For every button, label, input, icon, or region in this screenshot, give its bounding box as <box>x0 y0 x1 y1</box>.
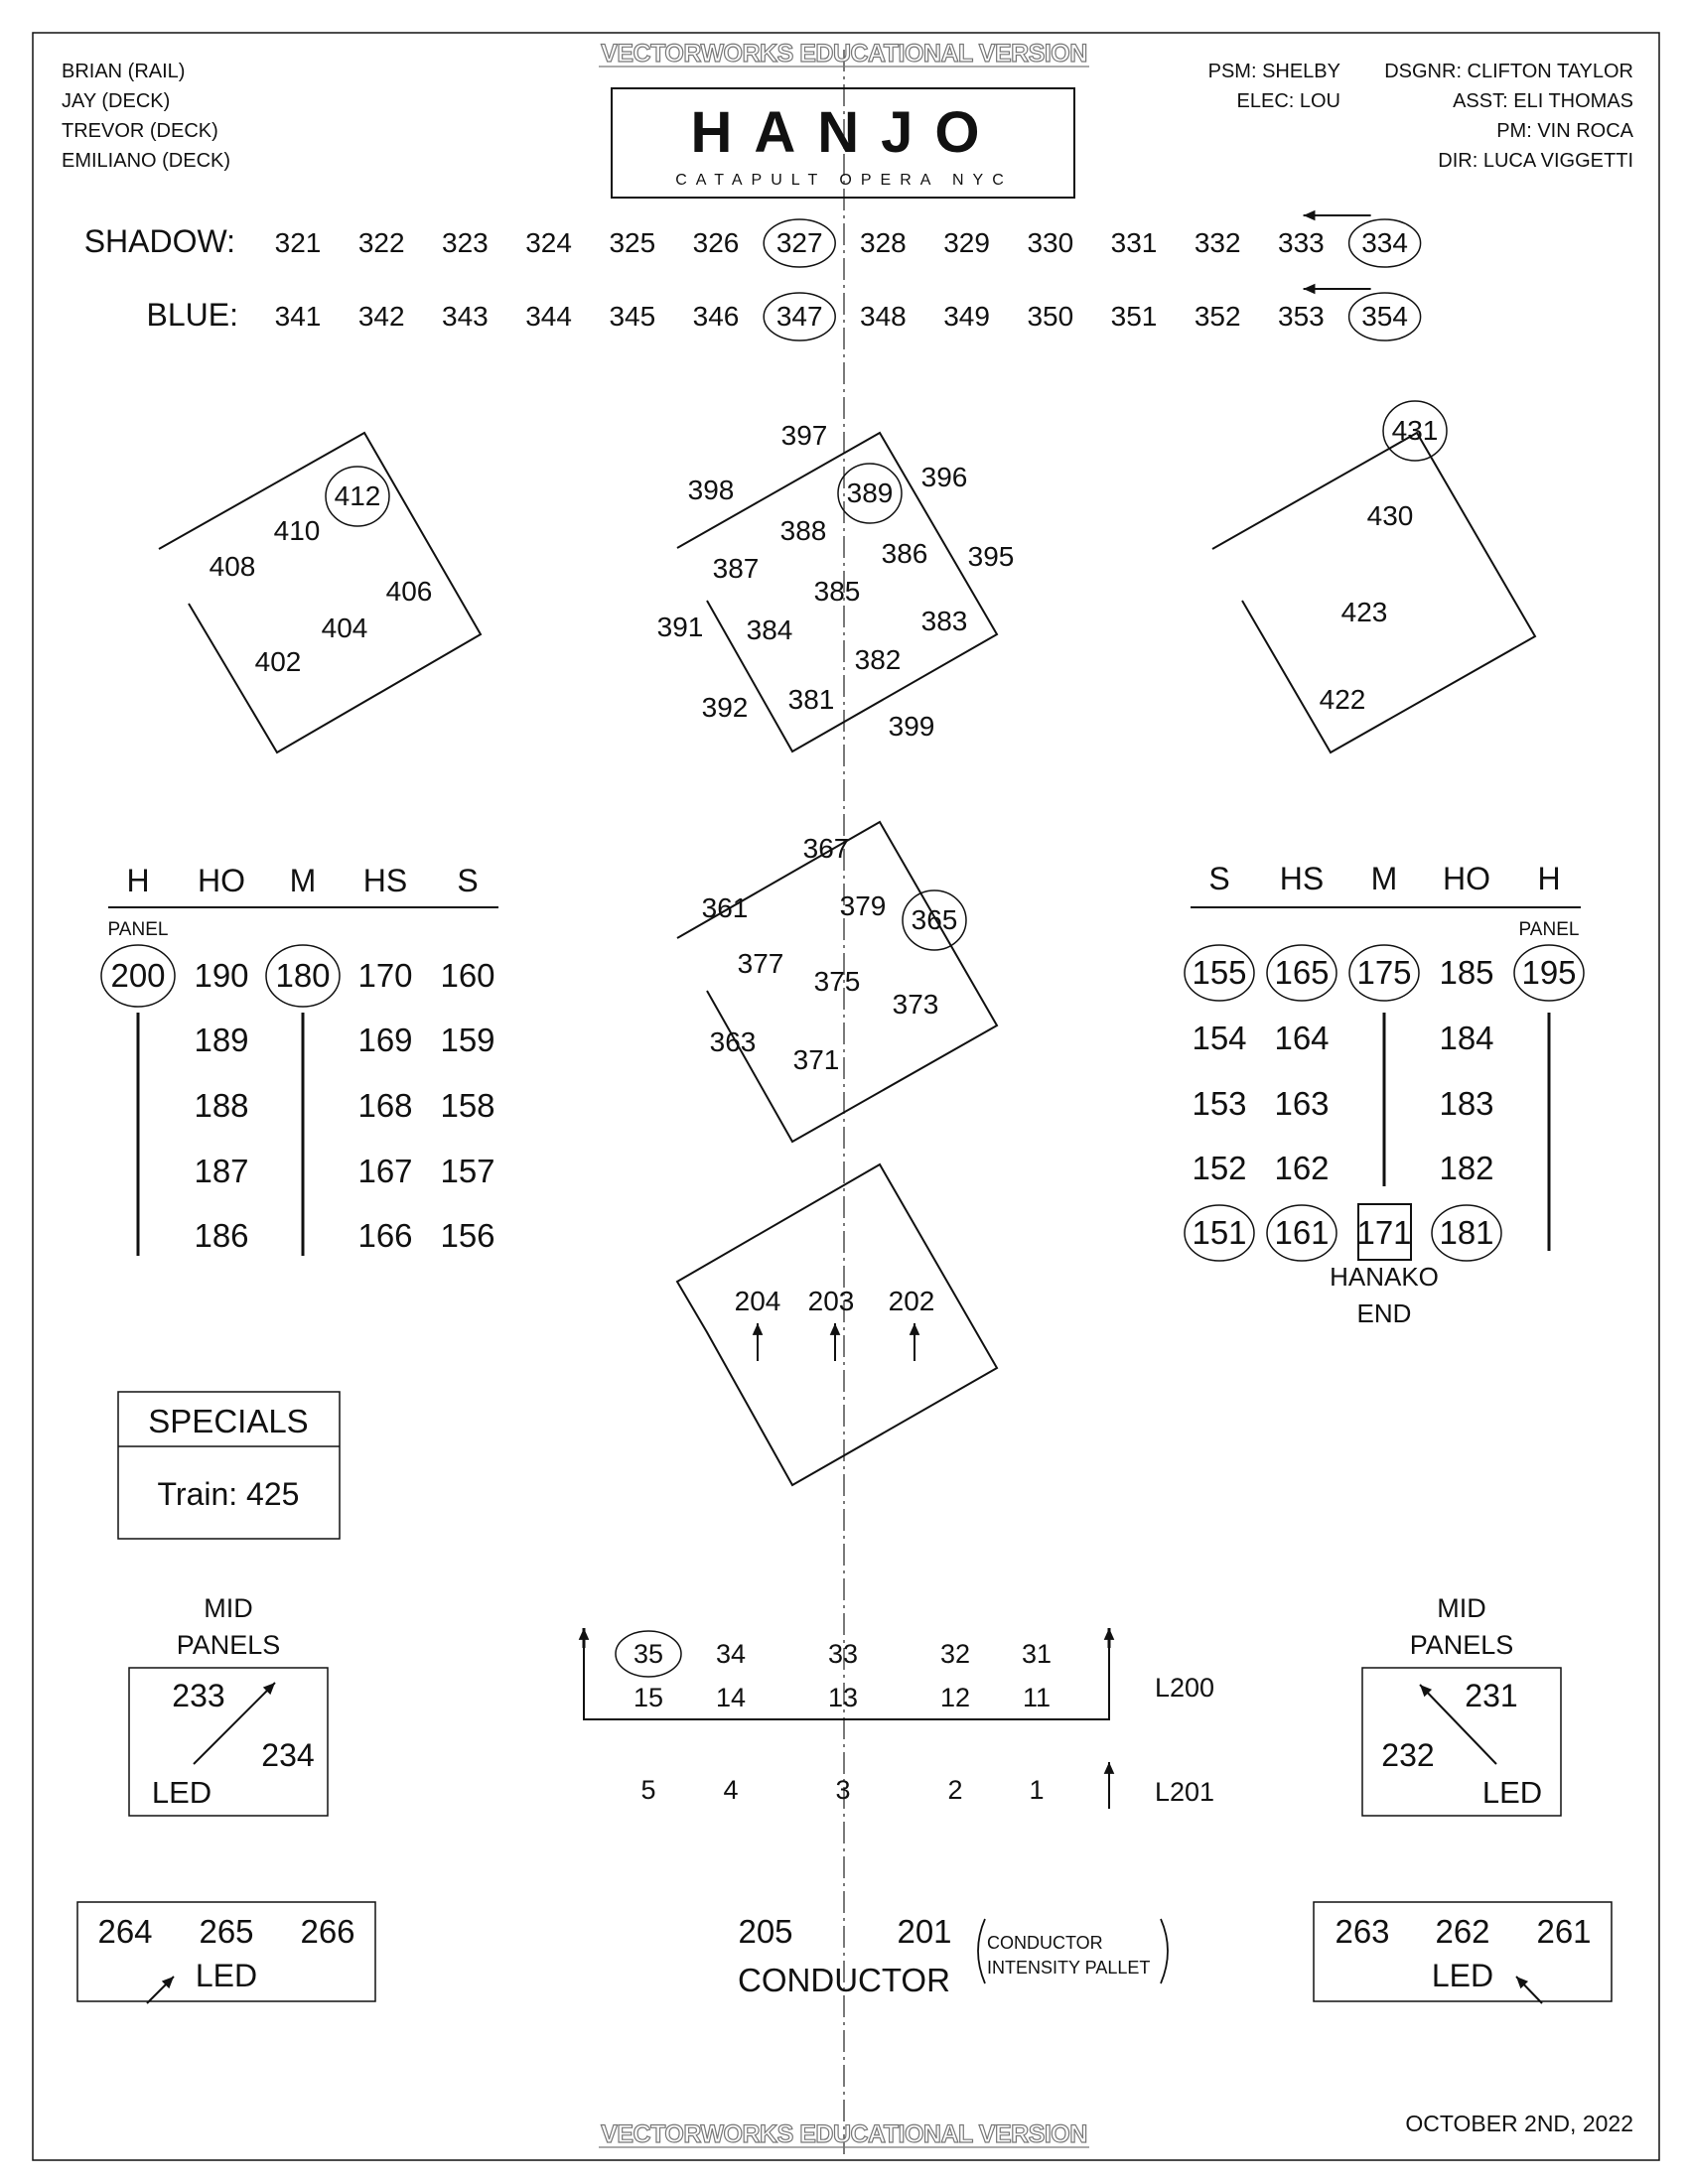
center-platform-cue: 382 <box>854 644 902 675</box>
lower-platform-cue: 203 <box>807 1286 855 1316</box>
right-grid-panel-label: PANEL <box>1518 919 1580 940</box>
staff-line: PM: VIN ROCA <box>1496 120 1633 142</box>
mid-platform-cue: 365 <box>911 904 958 935</box>
right-grid-cue: 151 <box>1192 1214 1247 1251</box>
l201-cue: 5 <box>640 1775 656 1805</box>
left-grid-cue: 187 <box>194 1153 249 1189</box>
mid-panels-left-label: PANELS <box>176 1630 281 1660</box>
shadow-cue: 331 <box>1110 227 1158 258</box>
led-right-cue: 262 <box>1435 1913 1490 1950</box>
right-grid-cue: 175 <box>1356 954 1412 991</box>
left-grid-cue: 188 <box>194 1087 249 1124</box>
mid-panels-right-bottom: 232 <box>1381 1737 1435 1773</box>
led-left-arrow <box>147 1977 174 2003</box>
right-grid-header: HO <box>1443 861 1490 896</box>
left-grid-cue: 166 <box>357 1217 413 1254</box>
led-right-cue: 261 <box>1536 1913 1592 1950</box>
shadow-label: SHADOW: <box>83 223 235 259</box>
mid-panels-right-label: PANELS <box>1409 1630 1514 1660</box>
l201-cue: 3 <box>835 1775 851 1805</box>
l201-cue: 4 <box>723 1775 739 1805</box>
watermark-top: VECTORWORKS EDUCATIONAL VERSION <box>601 40 1087 68</box>
mid-panels-right-top: 231 <box>1465 1678 1518 1713</box>
staff-line: DSGNR: CLIFTON TAYLOR <box>1384 61 1633 82</box>
center-platform-cue: 387 <box>712 553 760 584</box>
center-platform-cue: 386 <box>881 538 928 569</box>
blue-cue: 351 <box>1110 301 1158 332</box>
page-border <box>33 33 1659 2160</box>
right-grid-note: END <box>1356 1298 1412 1328</box>
right-grid-cue: 164 <box>1274 1020 1330 1056</box>
right-grid-cue: 163 <box>1274 1085 1330 1122</box>
left-grid-cue: 168 <box>357 1087 413 1124</box>
watermark-bottom: VECTORWORKS EDUCATIONAL VERSION <box>601 2120 1087 2148</box>
right-grid-cue: 165 <box>1274 954 1330 991</box>
l201-name: L201 <box>1155 1777 1215 1807</box>
shadow-cue: 332 <box>1194 227 1241 258</box>
center-platform-cue: 391 <box>656 612 704 642</box>
shadow-cue: 330 <box>1027 227 1074 258</box>
left-grid-header: H <box>126 863 150 898</box>
shadow-cue: 327 <box>775 227 823 258</box>
mid-panels-left-top: 233 <box>172 1678 225 1713</box>
left-grid-cue: 189 <box>194 1022 249 1058</box>
show-title: HANJO <box>690 100 1002 165</box>
right-grid-cue: 161 <box>1274 1214 1330 1251</box>
shadow-cue: 329 <box>943 227 990 258</box>
left-grid-cue: 160 <box>440 957 495 994</box>
l200-cue: 31 <box>1021 1639 1053 1669</box>
date: OCTOBER 2ND, 2022 <box>1405 2111 1633 2136</box>
led-left-cue: 266 <box>300 1913 355 1950</box>
mid-platform-cue: 377 <box>737 948 784 979</box>
shadow-cue: 323 <box>442 227 489 258</box>
lower-platform-arrow <box>910 1323 920 1361</box>
left-platform-cue: 408 <box>209 551 256 582</box>
shadow-cue: 326 <box>692 227 740 258</box>
l200-cue: 33 <box>827 1639 859 1669</box>
right-grid-cue: 171 <box>1356 1214 1412 1251</box>
blue-cue: 346 <box>692 301 740 332</box>
l200-cue: 11 <box>1022 1683 1052 1712</box>
right-grid-cue: 182 <box>1439 1150 1494 1186</box>
mid-platform-cue: 379 <box>839 890 887 921</box>
shadow-cue: 334 <box>1361 227 1408 258</box>
conductor-label: CONDUCTOR <box>738 1962 950 1998</box>
center-platform-cue: 385 <box>813 576 861 607</box>
l200-cue: 35 <box>633 1639 664 1669</box>
led-right-arrow <box>1516 1977 1542 2003</box>
right-grid-cue: 153 <box>1192 1085 1247 1122</box>
lower-platform-arrow <box>830 1323 841 1361</box>
blue-cue: 343 <box>442 301 489 332</box>
right-platform-cue: 422 <box>1319 684 1366 715</box>
right-grid-header: M <box>1370 861 1398 896</box>
center-platform-cue: 398 <box>687 475 735 505</box>
blue-cue: 349 <box>943 301 990 332</box>
staff-line: ELEC: LOU <box>1236 90 1340 112</box>
right-grid-cue: 183 <box>1439 1085 1494 1122</box>
left-grid-cue: 200 <box>110 957 166 994</box>
mid-platform-cue: 363 <box>709 1026 757 1057</box>
right-grid-cue: 162 <box>1274 1150 1330 1186</box>
left-platform-cue: 410 <box>273 515 321 546</box>
lower-platform-outline <box>677 1164 997 1485</box>
blue-cue: 341 <box>274 301 322 332</box>
shadow-cue: 321 <box>274 227 322 258</box>
l200-arrow-right <box>1104 1628 1115 1648</box>
left-grid-cue: 157 <box>440 1153 495 1189</box>
center-platform-cue: 389 <box>846 478 894 508</box>
blue-cue: 352 <box>1194 301 1241 332</box>
blue-cue: 344 <box>525 301 572 332</box>
right-grid-cue: 185 <box>1439 954 1494 991</box>
crew-line: JAY (DECK) <box>62 90 171 112</box>
mid-platform-cue: 371 <box>792 1044 840 1075</box>
show-subtitle: CATAPULT OPERA NYC <box>675 172 1013 189</box>
shadow-cue: 322 <box>357 227 405 258</box>
left-grid-cue: 180 <box>275 957 331 994</box>
l201-cue: 2 <box>947 1775 963 1805</box>
left-grid-panel-label: PANEL <box>107 919 169 940</box>
lower-platform-cue: 202 <box>888 1286 935 1316</box>
l200-cue: 34 <box>715 1639 747 1669</box>
left-grid-header: HO <box>198 863 245 898</box>
l200-cue: 32 <box>939 1639 971 1669</box>
l200-name: L200 <box>1155 1673 1215 1703</box>
l201-cue: 1 <box>1029 1775 1045 1805</box>
mid-platform-cue: 373 <box>892 989 939 1020</box>
right-platform-cue: 423 <box>1340 597 1388 627</box>
left-platform-cue: 412 <box>334 480 381 511</box>
l200-arrow-left <box>579 1628 590 1648</box>
left-grid-cue: 159 <box>440 1022 495 1058</box>
shadow-arrow <box>1304 210 1371 221</box>
blue-cue: 347 <box>775 301 823 332</box>
l200-cue: 12 <box>939 1683 971 1712</box>
led-left-cue: 264 <box>97 1913 153 1950</box>
crew-line: BRIAN (RAIL) <box>62 61 186 82</box>
left-platform-cue: 404 <box>321 613 368 643</box>
staff-line: PSM: SHELBY <box>1207 61 1340 82</box>
shadow-cue: 325 <box>609 227 656 258</box>
conductor-cue: 205 <box>738 1913 793 1950</box>
right-grid-cue: 154 <box>1192 1020 1247 1056</box>
shadow-cue: 328 <box>860 227 907 258</box>
led-left-label: LED <box>195 1958 258 1993</box>
mid-platform-cue: 361 <box>701 892 749 923</box>
right-grid-cue: 155 <box>1192 954 1247 991</box>
left-grid-cue: 169 <box>357 1022 413 1058</box>
l201-arrow <box>1104 1762 1115 1809</box>
right-grid-cue: 181 <box>1439 1214 1494 1251</box>
left-grid-cue: 170 <box>357 957 413 994</box>
right-grid-header: S <box>1208 861 1230 896</box>
right-platform-outline <box>1212 433 1535 752</box>
mid-panels-left-label: MID <box>204 1593 253 1623</box>
right-grid-cue: 195 <box>1521 954 1577 991</box>
shadow-cue: 333 <box>1278 227 1325 258</box>
right-platform-cue: 431 <box>1391 415 1439 446</box>
blue-cue: 342 <box>357 301 405 332</box>
l200-cue: 13 <box>827 1683 859 1712</box>
left-grid-cue: 186 <box>194 1217 249 1254</box>
left-platform-outline <box>159 433 481 752</box>
center-platform-cue: 396 <box>920 462 968 492</box>
right-grid-cue: 184 <box>1439 1020 1494 1056</box>
led-left-cue: 265 <box>199 1913 254 1950</box>
left-grid-header: S <box>457 863 479 898</box>
center-platform-cue: 381 <box>787 684 835 715</box>
crew-line: TREVOR (DECK) <box>62 120 218 142</box>
right-grid-header: H <box>1537 861 1561 896</box>
shadow-cue: 324 <box>525 227 572 258</box>
conductor-cue: 201 <box>897 1913 952 1950</box>
center-platform-cue: 399 <box>888 711 935 742</box>
right-grid-header: HS <box>1279 861 1325 896</box>
right-grid-note: HANAKO <box>1330 1262 1439 1292</box>
left-grid-cue: 158 <box>440 1087 495 1124</box>
lower-platform-arrow <box>753 1323 764 1361</box>
led-right-label: LED <box>1431 1958 1494 1993</box>
left-grid-header: M <box>289 863 317 898</box>
staff-line: ASST: ELI THOMAS <box>1453 90 1633 112</box>
left-grid-header: HS <box>362 863 408 898</box>
l200-cue: 14 <box>715 1683 747 1712</box>
specials-title: SPECIALS <box>148 1403 309 1439</box>
blue-cue: 353 <box>1278 301 1325 332</box>
blue-cue: 348 <box>860 301 907 332</box>
blue-label: BLUE: <box>146 297 238 333</box>
crew-line: EMILIANO (DECK) <box>62 150 231 172</box>
blue-cue: 354 <box>1361 301 1408 332</box>
center-platform-cue: 395 <box>967 541 1015 572</box>
led-right-cue: 263 <box>1335 1913 1390 1950</box>
blue-arrow <box>1304 284 1371 295</box>
mid-panels-left-led: LED <box>151 1775 212 1810</box>
center-platform-cue: 397 <box>780 420 828 451</box>
left-grid-cue: 167 <box>357 1153 413 1189</box>
conductor-note: CONDUCTOR <box>987 1933 1103 1953</box>
right-grid-cue: 152 <box>1192 1150 1247 1186</box>
blue-cue: 350 <box>1027 301 1074 332</box>
center-platform-cue: 392 <box>701 692 749 723</box>
mid-panels-right-led: LED <box>1481 1775 1543 1810</box>
l200-cue: 15 <box>633 1683 664 1712</box>
center-platform-cue: 384 <box>746 614 793 645</box>
center-platform-cue: 388 <box>779 515 827 546</box>
mid-platform-cue: 375 <box>813 966 861 997</box>
specials-item: Train: 425 <box>157 1476 300 1512</box>
left-platform-cue: 406 <box>385 576 433 607</box>
conductor-note: INTENSITY PALLET <box>987 1958 1151 1978</box>
left-platform-cue: 402 <box>254 646 302 677</box>
left-grid-cue: 156 <box>440 1217 495 1254</box>
conductor-note-bracket-left <box>978 1919 985 1983</box>
right-platform-cue: 430 <box>1366 500 1414 531</box>
blue-cue: 345 <box>609 301 656 332</box>
center-platform-cue: 383 <box>920 606 968 636</box>
conductor-note-bracket-right <box>1161 1919 1168 1983</box>
mid-panels-right-label: MID <box>1437 1593 1486 1623</box>
mid-platform-cue: 367 <box>802 833 850 864</box>
mid-panels-left-bottom: 234 <box>261 1737 315 1773</box>
left-grid-cue: 190 <box>194 957 249 994</box>
staff-line: DIR: LUCA VIGGETTI <box>1438 150 1633 172</box>
lower-platform-cue: 204 <box>734 1286 781 1316</box>
